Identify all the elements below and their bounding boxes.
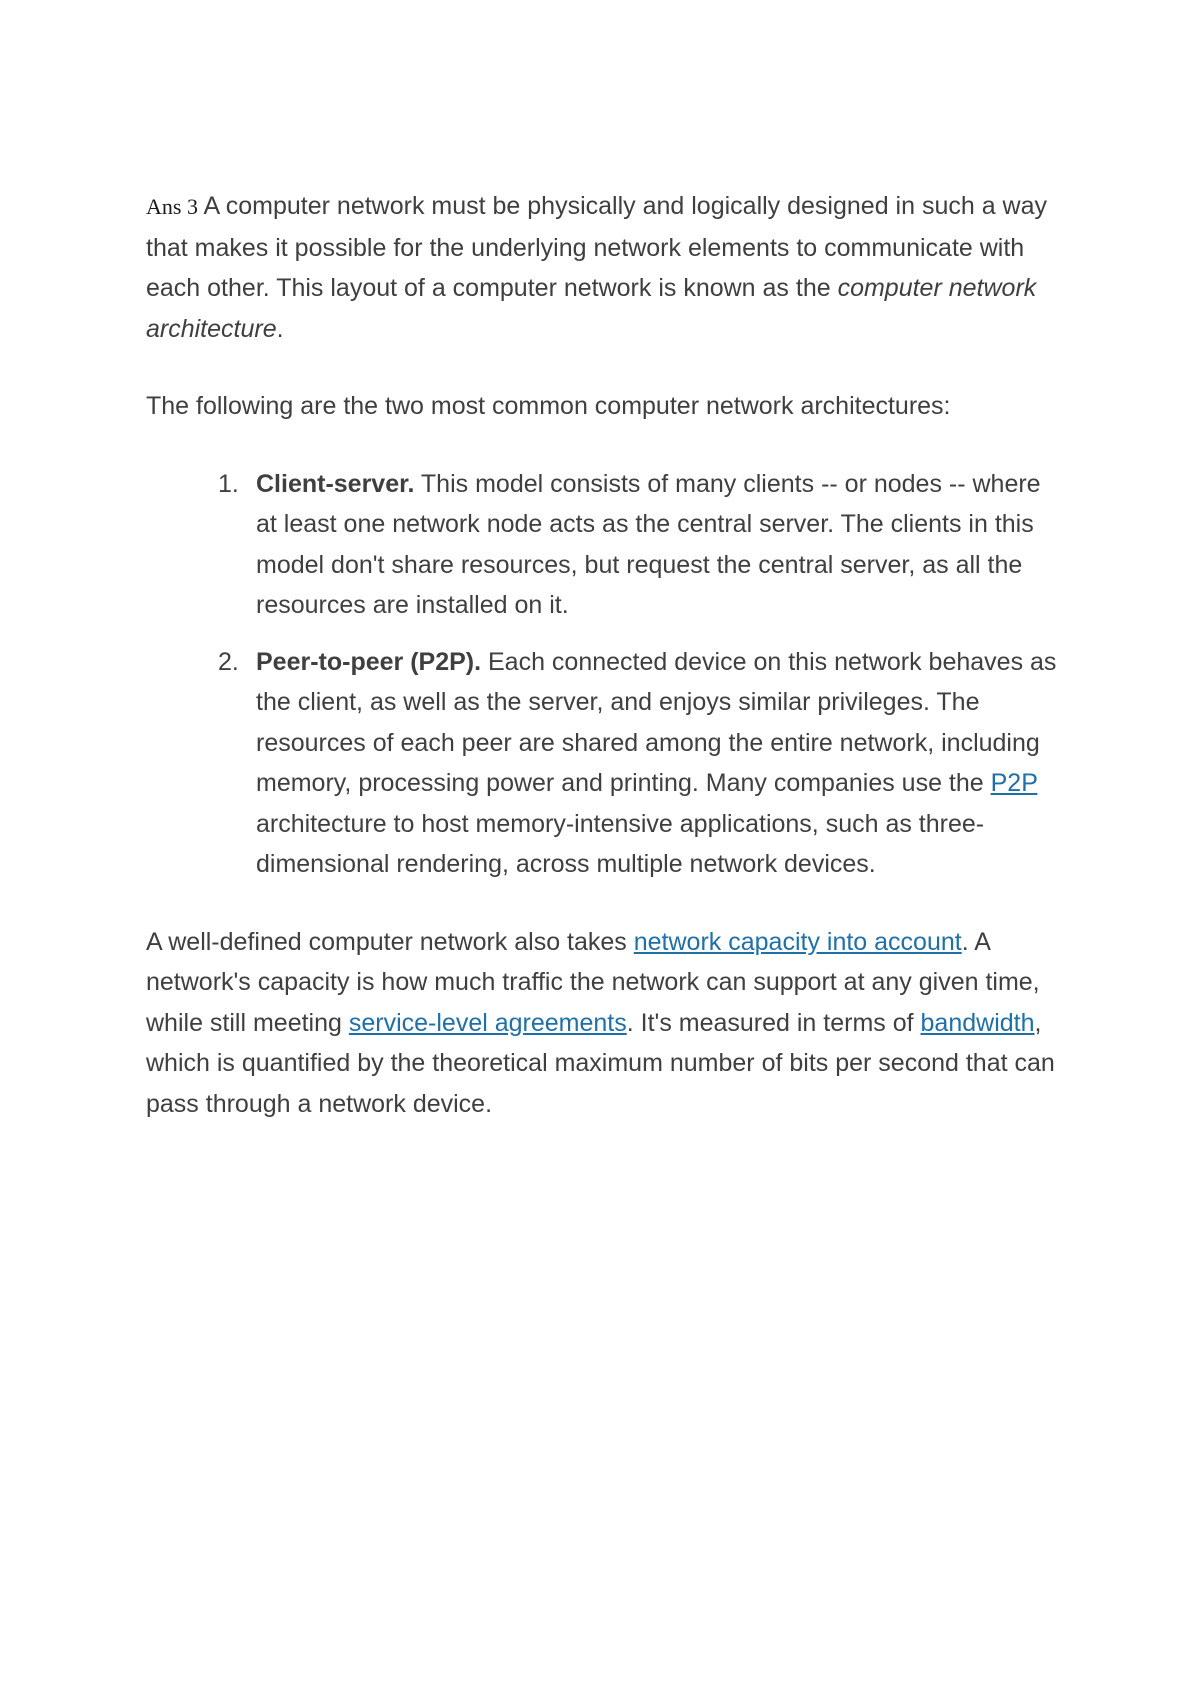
list-item-text: This model consists of many clients -- or nodes -- where at least one network node acts as the central server. The clients in this model don't share resources, but request the central server, as all the resources are installed on it. xyxy=(256,469,1041,619)
network-capacity-link[interactable]: network capacity into account xyxy=(633,927,962,956)
list-number: 1. xyxy=(218,469,239,498)
service-level-agreements-link[interactable]: service-level agreements xyxy=(348,1008,627,1037)
list-item xyxy=(218,642,1066,885)
intro-text: A computer network must be physically and logically designed in such a way that makes it possible for the underlying network elements to communicate with each other. This layout of a computer network is known as the xyxy=(146,192,1048,302)
architecture-list xyxy=(146,464,1066,885)
closing-text: . A network's capacity is how much traffic the network can support at any given time, while still meeting xyxy=(146,927,1040,1037)
answer-label: Ans 3 xyxy=(146,194,198,219)
closing-text: , which is quantified by the theoretical maximum number of bits per second that can pass through a network device. xyxy=(146,1008,1055,1118)
list-item-text-end: architecture to host memory-intensive applications, such as three-dimensional rendering, across multiple network devices. xyxy=(256,809,985,878)
closing-paragraph xyxy=(146,922,1066,1125)
lead-sentence: The following are the two most common computer network architectures: xyxy=(146,392,951,420)
list-number: 2. xyxy=(218,647,239,676)
document-page xyxy=(146,186,1066,1124)
p2p-link[interactable]: P2P xyxy=(990,769,1038,797)
list-item-title: Peer-to-peer (P2P). xyxy=(256,647,482,676)
bandwidth-link[interactable]: bandwidth xyxy=(920,1008,1035,1037)
intro-paragraph xyxy=(146,186,1066,349)
closing-text: . It's measured in terms of xyxy=(626,1008,921,1037)
list-item xyxy=(218,464,1066,626)
list-item-title: Client-server. xyxy=(256,469,415,498)
intro-text-end: . xyxy=(276,314,284,343)
closing-text: A well-defined computer network also takes xyxy=(146,927,634,956)
intro-italic-term: computer network architecture xyxy=(146,274,1037,343)
list-item-text: Each connected device on this network behaves as the client, as well as the server, and enjoys similar privileges. The resources of each peer are shared among the entire network, including memory, processing power and printing. Many companies use the xyxy=(256,647,1057,797)
